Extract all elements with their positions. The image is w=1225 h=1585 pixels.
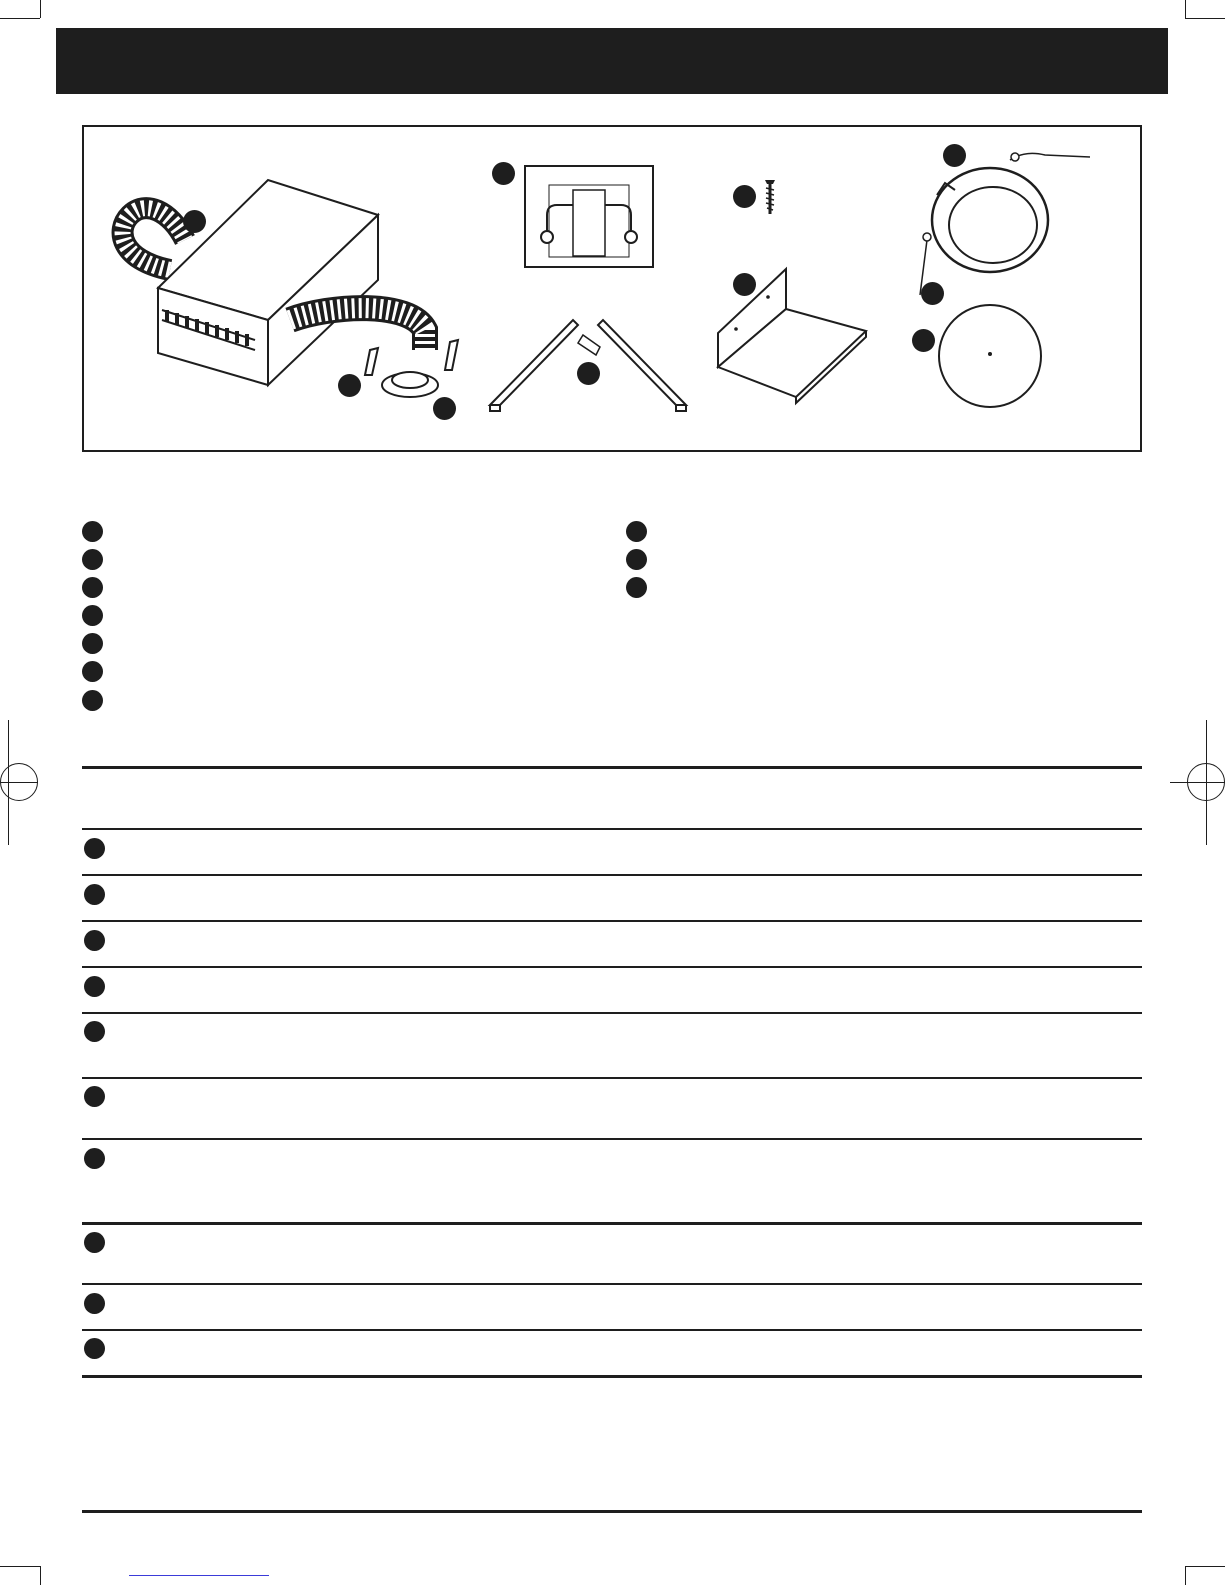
table-row <box>84 976 105 997</box>
page-header-bar <box>56 28 1168 94</box>
table-row <box>84 1021 105 1042</box>
list-item-marker <box>626 521 647 542</box>
screw-illustration <box>762 178 778 218</box>
heater-unit-illustration <box>110 170 480 430</box>
list-item-marker <box>82 549 103 570</box>
list-item-marker <box>82 521 103 542</box>
ceiling-grille-illustration <box>915 145 1095 305</box>
table-row <box>84 1293 105 1314</box>
table-row <box>84 1148 105 1169</box>
table-bottom-rule <box>82 1375 1142 1378</box>
table-row <box>84 838 105 859</box>
table-row <box>84 930 105 951</box>
table-row <box>84 1232 105 1253</box>
table-top-rule <box>82 766 1142 769</box>
list-item-marker <box>82 661 103 682</box>
footer-rule <box>82 1510 1142 1513</box>
footer-link-underline[interactable] <box>129 1575 269 1576</box>
list-item-marker <box>82 633 103 654</box>
list-item-marker <box>82 605 103 626</box>
list-item-marker <box>626 549 647 570</box>
list-item-marker <box>626 577 647 598</box>
table-row <box>84 1338 105 1359</box>
list-item-marker <box>82 690 103 711</box>
list-item-marker <box>82 577 103 598</box>
disc-plate-illustration <box>936 302 1044 410</box>
mounting-plate-illustration <box>524 165 654 268</box>
table-row <box>84 1086 105 1107</box>
table-row <box>84 884 105 905</box>
